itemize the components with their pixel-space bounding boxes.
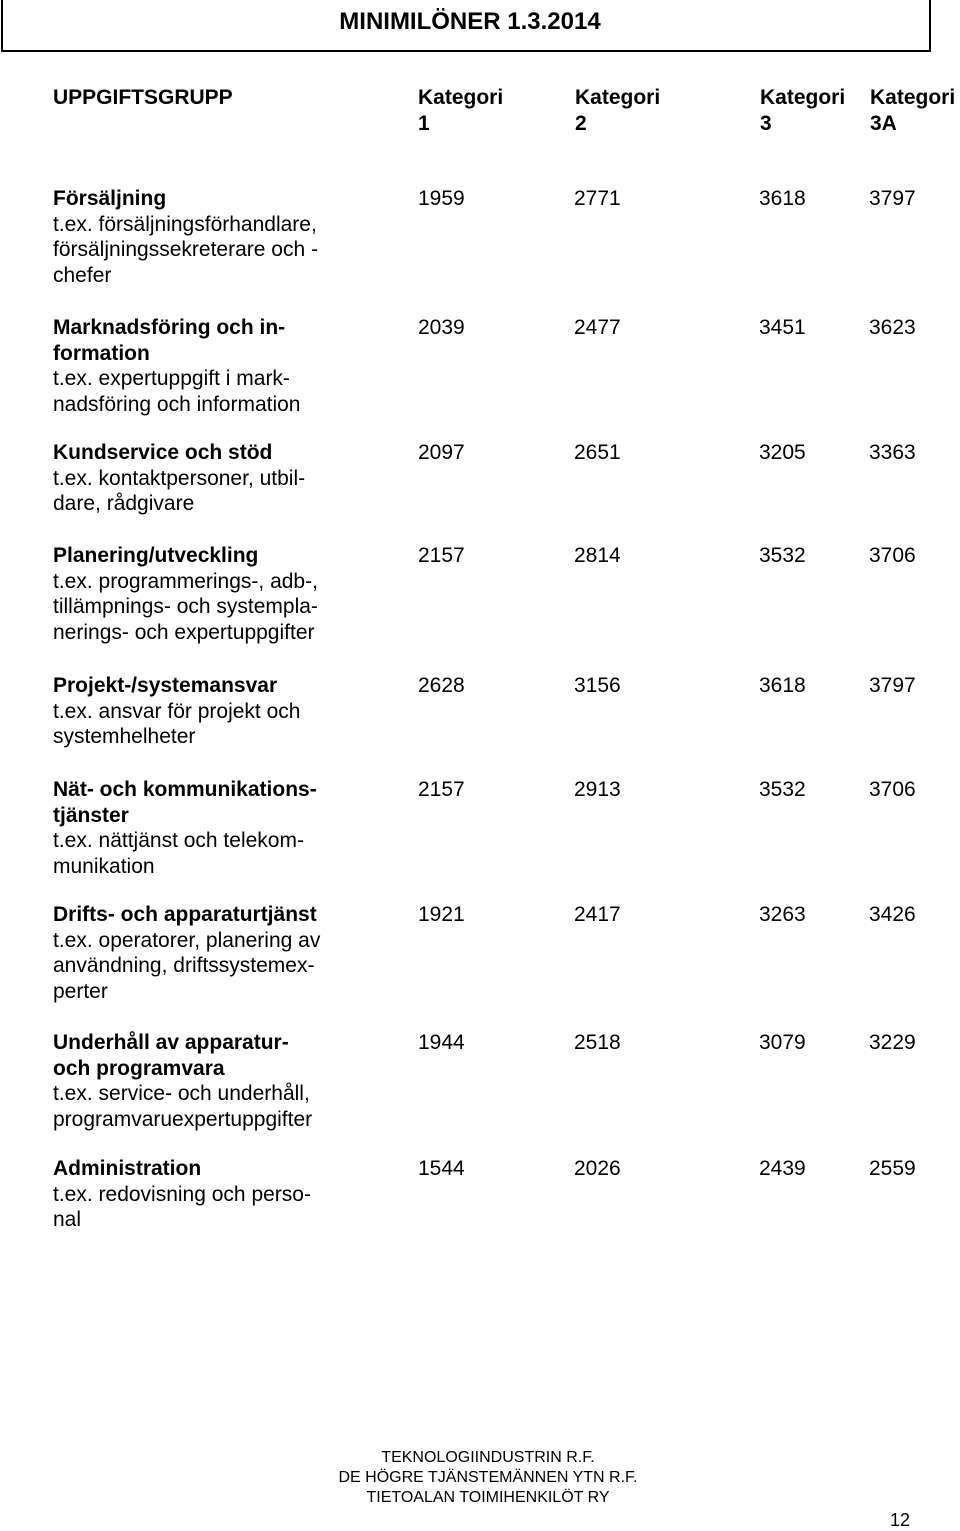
salary-category-3: 3618 bbox=[759, 187, 806, 210]
task-example: programvaruexpertuppgifter bbox=[53, 1107, 313, 1131]
footer-organization: TIETOALAN TOIMIHENKILÖT RY bbox=[366, 1489, 610, 1506]
salary-category-3: 3079 bbox=[759, 1031, 806, 1054]
task-description bbox=[53, 1030, 353, 1132]
salary-category-2: 2771 bbox=[574, 187, 621, 210]
task-group-name: och programvara bbox=[53, 1056, 225, 1080]
salary-category-2: 3156 bbox=[574, 674, 621, 697]
task-group-name: Försäljning bbox=[53, 187, 167, 210]
task-description bbox=[53, 543, 353, 645]
salary-category-4: 3706 bbox=[869, 778, 916, 801]
salary-category-2: 2417 bbox=[574, 903, 621, 926]
salary-category-2: 2651 bbox=[574, 441, 621, 464]
task-example: chefer bbox=[53, 263, 112, 287]
task-description bbox=[53, 186, 353, 288]
title-box bbox=[1, 0, 931, 52]
salary-category-4: 3797 bbox=[869, 187, 916, 210]
page-number: 12 bbox=[890, 1510, 911, 1530]
task-example: t.ex. programmerings-, adb-, bbox=[53, 569, 318, 593]
salary-category-4: 3797 bbox=[869, 674, 916, 697]
task-description bbox=[53, 315, 353, 417]
salary-category-3: 3618 bbox=[759, 674, 806, 697]
salary-category-3: 3532 bbox=[759, 778, 806, 801]
salary-category-2: 2913 bbox=[574, 778, 621, 801]
salary-category-4: 3426 bbox=[869, 903, 916, 926]
salary-category-2: 2026 bbox=[574, 1157, 621, 1180]
task-group-name: Administration bbox=[53, 1157, 202, 1180]
salary-category-2: 2814 bbox=[574, 544, 621, 567]
category-number: 1 bbox=[418, 112, 430, 135]
task-example: t.ex. redovisning och perso- bbox=[53, 1182, 311, 1206]
salary-category-1: 2039 bbox=[418, 316, 465, 339]
task-group-name: Projekt-/systemansvar bbox=[53, 674, 278, 697]
task-example: t.ex. operatorer, planering av bbox=[53, 928, 321, 952]
task-example: t.ex. service- och underhåll, bbox=[53, 1082, 310, 1105]
task-group-name: Kundservice och stöd bbox=[53, 441, 273, 464]
task-example: tillämpnings- och systempla- bbox=[53, 595, 318, 618]
salary-category-3: 2439 bbox=[759, 1157, 806, 1180]
task-group-name: Drifts- och apparaturtjänst bbox=[53, 903, 317, 926]
category-number: 3 bbox=[760, 112, 772, 135]
page-title: MINIMILÖNER 1.3.2014 bbox=[339, 8, 601, 35]
salary-category-2: 2477 bbox=[574, 316, 621, 339]
salary-category-1: 2157 bbox=[418, 544, 465, 567]
category-label: Kategori bbox=[418, 86, 504, 109]
task-description bbox=[53, 440, 353, 517]
task-description bbox=[53, 777, 353, 879]
task-example: användning, driftssystemex- bbox=[53, 954, 315, 977]
salary-category-3: 3451 bbox=[759, 316, 806, 339]
salary-category-3: 3532 bbox=[759, 544, 806, 567]
salary-category-3: 3205 bbox=[759, 441, 806, 464]
task-group-name: formation bbox=[53, 341, 150, 365]
footer bbox=[0, 1448, 960, 1508]
task-example: t.ex. ansvar för projekt och bbox=[53, 699, 301, 723]
task-example: försäljningssekreterare och - bbox=[53, 238, 318, 261]
salary-category-4: 3623 bbox=[869, 316, 916, 339]
task-group-name: Underhåll av apparatur- bbox=[53, 1031, 289, 1054]
salary-category-1: 1544 bbox=[418, 1157, 465, 1180]
column-header-category-4 bbox=[870, 85, 955, 137]
category-label: Kategori bbox=[575, 86, 661, 109]
column-header-category-3 bbox=[760, 85, 845, 137]
category-number: 2 bbox=[575, 112, 587, 135]
footer-organization: DE HÖGRE TJÄNSTEMÄNNEN YTN R.F. bbox=[338, 1469, 638, 1486]
task-example: perter bbox=[53, 979, 108, 1003]
task-description bbox=[53, 1156, 353, 1233]
task-example: nerings- och expertuppgifter bbox=[53, 620, 315, 644]
footer-organization: TEKNOLOGIINDUSTRIN R.F. bbox=[381, 1449, 595, 1466]
task-group-name: tjänster bbox=[53, 803, 129, 827]
category-number: 3A bbox=[870, 112, 897, 135]
task-example: t.ex. försäljningsförhandlare, bbox=[53, 212, 317, 236]
task-example: nadsföring och information bbox=[53, 392, 301, 416]
task-group-name: Nät- och kommunikations- bbox=[53, 778, 317, 801]
task-example: nal bbox=[53, 1208, 82, 1231]
task-group-name: Planering/utveckling bbox=[53, 544, 259, 567]
salary-category-1: 2097 bbox=[418, 441, 465, 464]
task-group-name: Marknadsföring och in- bbox=[53, 316, 286, 339]
column-header-group: UPPGIFTSGRUPP bbox=[53, 86, 233, 109]
column-header-category-1 bbox=[418, 85, 503, 137]
category-label: Kategori bbox=[870, 86, 956, 109]
salary-category-3: 3263 bbox=[759, 903, 806, 926]
task-example: munikation bbox=[53, 854, 155, 878]
salary-category-1: 1944 bbox=[418, 1031, 465, 1054]
salary-category-1: 2157 bbox=[418, 778, 465, 801]
task-example: dare, rådgivare bbox=[53, 492, 195, 515]
task-example: t.ex. nättjänst och telekom- bbox=[53, 829, 304, 852]
salary-category-4: 3363 bbox=[869, 441, 916, 464]
salary-category-4: 3706 bbox=[869, 544, 916, 567]
salary-category-1: 1959 bbox=[418, 187, 465, 210]
task-example: systemhelheter bbox=[53, 725, 196, 748]
task-example: t.ex. expertuppgift i mark- bbox=[53, 367, 290, 390]
salary-category-1: 2628 bbox=[418, 674, 465, 697]
task-description bbox=[53, 902, 353, 1004]
salary-category-4: 3229 bbox=[869, 1031, 916, 1054]
salary-category-1: 1921 bbox=[418, 903, 465, 926]
category-label: Kategori bbox=[760, 86, 846, 109]
task-example: t.ex. kontaktpersoner, utbil- bbox=[53, 466, 306, 490]
column-header-category-2 bbox=[575, 85, 660, 137]
task-description bbox=[53, 673, 353, 750]
salary-category-2: 2518 bbox=[574, 1031, 621, 1054]
salary-category-4: 2559 bbox=[869, 1157, 916, 1180]
